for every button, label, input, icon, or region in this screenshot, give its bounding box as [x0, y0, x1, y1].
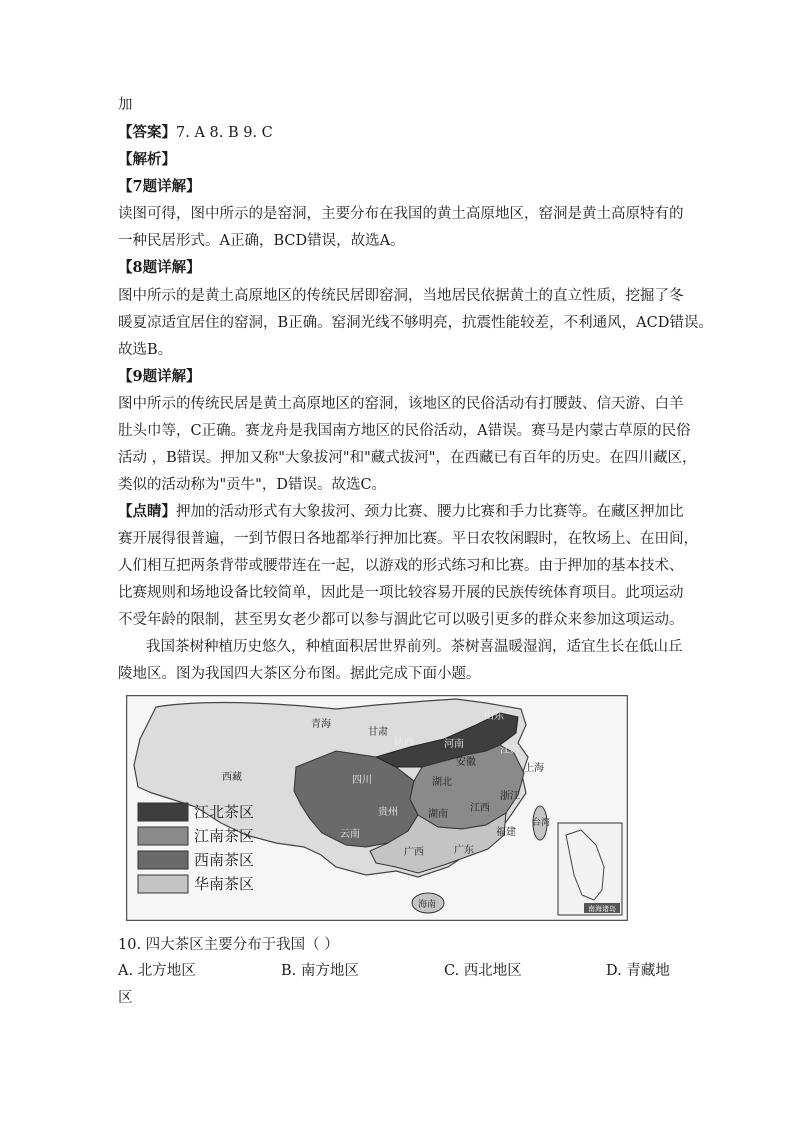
- province-label: 青海: [311, 719, 331, 730]
- answer-label: 【答案】: [118, 124, 176, 141]
- province-label: 贵州: [378, 807, 398, 818]
- province-label: 福建: [496, 827, 516, 838]
- option-d[interactable]: [606, 962, 670, 980]
- option-b[interactable]: [281, 962, 359, 980]
- q9-line: 类似的活动称为"贡牛"，D错误。故选C。: [118, 477, 387, 493]
- province-label: 海南: [418, 900, 437, 910]
- province-label: 西藏: [222, 772, 242, 783]
- option-text: 西北地区: [463, 963, 522, 979]
- province-label: 云南: [340, 829, 360, 840]
- dianjing-line: 赛开展得很普遍，一到节假日各地都举行押加比赛。平日农牧闲暇时，在牧场上、在田间，: [118, 531, 698, 547]
- province-label: 湖南: [428, 809, 448, 820]
- q7-line: 读图可得，图中所示的是窑洞，主要分布在我国的黄土高原地区，窑洞是黄土高原特有的: [118, 206, 684, 222]
- inset-label: 南海诸岛: [588, 905, 616, 913]
- legend-label-jiangnan: 江南茶区: [194, 827, 255, 845]
- legend-label-southwest: 西南茶区: [194, 851, 255, 869]
- province-label: 江苏: [500, 745, 520, 756]
- analysis-label: 【解析】: [118, 151, 176, 168]
- q9-line: 图中所示的传统民居是黄土高原地区的窑洞，该地区的民俗活动有打腰鼓、信天游、白羊: [118, 396, 684, 412]
- province-label: 广西: [404, 847, 424, 858]
- dianjing-line: 不受年龄的限制，甚至男女老少都可以参与涸此它可以吸引更多的群众来参加这项运动。: [118, 612, 684, 628]
- q8-line: 故选B。: [118, 342, 173, 358]
- province-label: 湖北: [432, 777, 452, 788]
- province-label: 江西: [470, 803, 490, 814]
- option-c[interactable]: [444, 962, 522, 980]
- q7-heading: 【7题详解】: [118, 178, 201, 195]
- south-sea-inset: [558, 823, 622, 915]
- option-text: 北方地区: [137, 963, 196, 979]
- option-letter: D.: [606, 963, 622, 979]
- option-a[interactable]: [118, 962, 196, 980]
- province-label: 安徽: [456, 757, 476, 768]
- legend-swatch-southwest: [138, 851, 188, 869]
- intro-line: 陵地区。图为我国四大茶区分布图。据此完成下面小题。: [118, 666, 481, 682]
- q9-line: 活动 ，B错误。押加又称"大象拔河"和"藏式拔河"，在西藏已有百年的历史。在四川藏区，: [118, 450, 697, 466]
- province-label: 四川: [352, 775, 372, 786]
- q9-line: 肚头巾等，C正确。赛龙舟是我国南方地区的民俗活动，A错误。赛马是内蒙古草原的民俗: [118, 423, 691, 439]
- intro-line: 我国茶树种植历史悠久，种植面积居世界前列。茶树喜温暖湿润，适宜生长在低山丘: [146, 639, 683, 655]
- answer-line: [118, 124, 273, 142]
- legend-label-jiangbei: 江北茶区: [194, 803, 255, 821]
- option-letter: B.: [281, 963, 297, 979]
- province-label: 台湾: [532, 818, 551, 828]
- dianjing-line: 人们相互把两条背带或腰带连在一起，以游戏的形式练习和比赛。由于押加的基本技术、: [118, 558, 684, 574]
- option-d-wrap: 区: [118, 990, 133, 1006]
- option-letter: A.: [118, 963, 134, 979]
- province-label: 河南: [444, 739, 464, 750]
- option-text: 南方地区: [300, 963, 359, 979]
- q8-heading: 【8题详解】: [118, 259, 201, 276]
- q8-line: 图中所示的是黄土高原地区的传统民居即窑洞，当地居民依据黄土的直立性质，挖掘了冬: [118, 288, 684, 304]
- province-label: 上海: [524, 763, 544, 774]
- dianjing-text: 押加的活动形式有大象拔河、颈力比赛、腰力比赛和手力比赛等。在藏区押加比: [176, 504, 684, 520]
- option-text: 青藏地: [626, 963, 670, 979]
- province-label: 甘肃: [368, 727, 388, 738]
- province-label: 山东: [484, 711, 504, 722]
- legend-swatch-jiangnan: [138, 827, 188, 845]
- province-label: 陕西: [394, 737, 414, 748]
- legend-swatch-huanan: [138, 875, 188, 893]
- dianjing-line: 比赛规则和场地设备比较简单，因此是一项比较容易开展的民族传统体育项目。此项运动: [118, 585, 684, 601]
- q8-line: 暖夏凉适宜居住的窑洞，B正确。窑洞光线不够明亮，抗震性能较差，不利通风，ACD错误。: [118, 315, 713, 331]
- province-label: 广东: [454, 845, 474, 856]
- continuation-text: 加: [118, 97, 133, 113]
- q7-line: 一种民居形式。A正确，BCD错误，故选A。: [118, 233, 405, 249]
- dianjing-label: 【点睛】: [118, 503, 176, 520]
- province-label: 浙江: [500, 791, 520, 802]
- q9-heading: 【9题详解】: [118, 368, 201, 385]
- answer-text: 7. A 8. B 9. C: [176, 125, 273, 141]
- q10-stem: 10. 四大茶区主要分布于我国（ ）: [118, 937, 339, 953]
- tea-region-map: [126, 695, 628, 921]
- option-letter: C.: [444, 963, 460, 979]
- dianjing-line: [118, 503, 684, 521]
- legend-label-huanan: 华南茶区: [194, 875, 255, 893]
- legend-swatch-jiangbei: [138, 803, 188, 821]
